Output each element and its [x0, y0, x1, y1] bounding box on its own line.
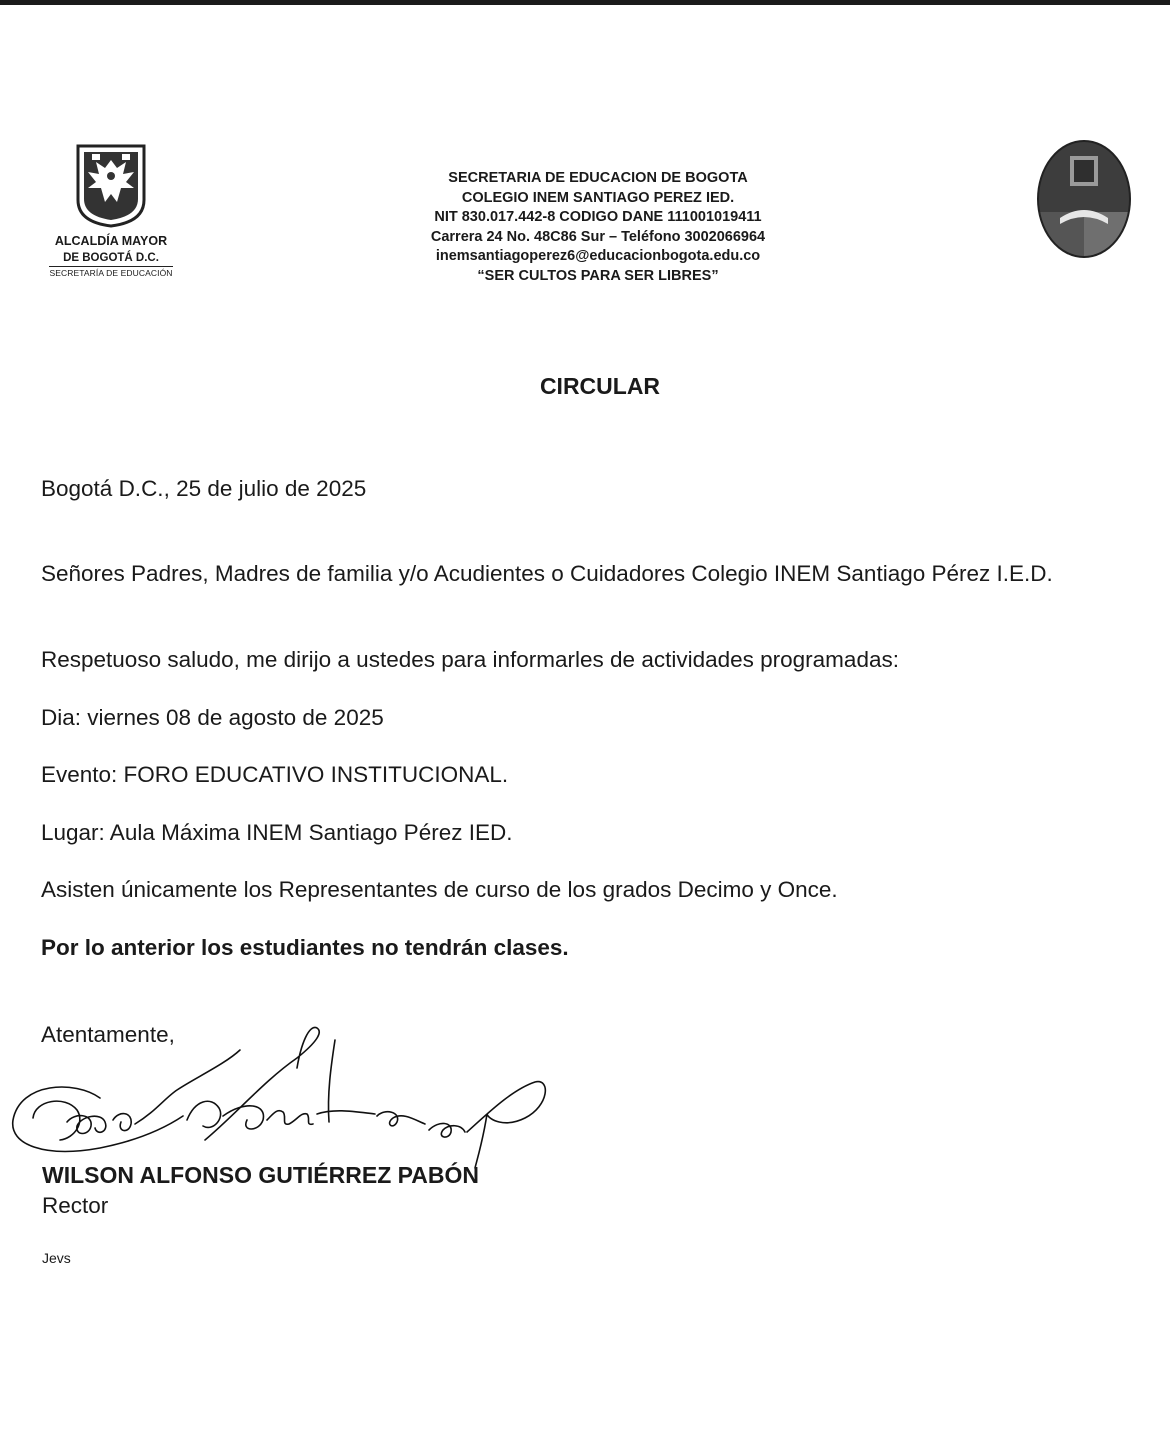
greeting: Respetuoso saludo, me dirijo a ustedes para informarles de actividades programadas: [41, 647, 899, 672]
alcaldia-line1: ALCALDÍA MAYOR [54, 234, 168, 248]
header-line: SECRETARIA DE EDUCACION DE BOGOTA [448, 170, 748, 186]
top-border [0, 0, 1170, 5]
signer-role: Rector [42, 1193, 109, 1218]
alcaldia-logo [38, 142, 184, 279]
header-line: Carrera 24 No. 48C86 Sur – Teléfono 3002066964 [430, 228, 766, 245]
header-line: NIT 830.017.442-8 CODIGO DANE 111001019411 [434, 209, 762, 226]
header-line: COLEGIO INEM SANTIAGO PEREZ IED. [461, 189, 735, 206]
school-seal-icon [1034, 138, 1134, 260]
event-name: Evento: FORO EDUCATIVO INSTITUCIONAL. [41, 762, 509, 787]
handwritten-signature [5, 1020, 550, 1170]
no-classes-notice: Por lo anterior los estudiantes no tendrán clases. [41, 935, 569, 960]
event-place: Lugar: Aula Máxima INEM Santiago Pérez IED. [41, 820, 513, 845]
coat-of-arms-icon [74, 142, 148, 228]
secretaria-label: SECRETARÍA DE EDUCACIÓN [49, 268, 173, 278]
attendees-note: Asisten únicamente los Representantes de curso de los grados Decimo y Once. [41, 877, 838, 902]
institution-header [400, 169, 796, 287]
date-line: Bogotá D.C., 25 de julio de 2025 [41, 476, 367, 501]
signer-name: WILSON ALFONSO GUTIÉRREZ PABÓN [42, 1162, 479, 1188]
typist-initials: Jevs [42, 1250, 71, 1266]
recipients: Señores Padres, Madres de familia y/o Acudientes o Cuidadores Colegio INEM Santiago Pérez I.E.D. [41, 561, 1053, 586]
closing: Atentamente, [41, 1022, 175, 1047]
event-day: Dia: viernes 08 de agosto de 2025 [41, 705, 384, 730]
alcaldia-line2: DE BOGOTÁ D.C. [49, 252, 173, 267]
header-line: inemsantiagoperez6@educacionbogota.edu.co [435, 248, 761, 265]
document-title: CIRCULAR [539, 373, 661, 399]
school-seal [1034, 138, 1134, 265]
header-line: “SER CULTOS PARA SER LIBRES” [477, 267, 719, 284]
